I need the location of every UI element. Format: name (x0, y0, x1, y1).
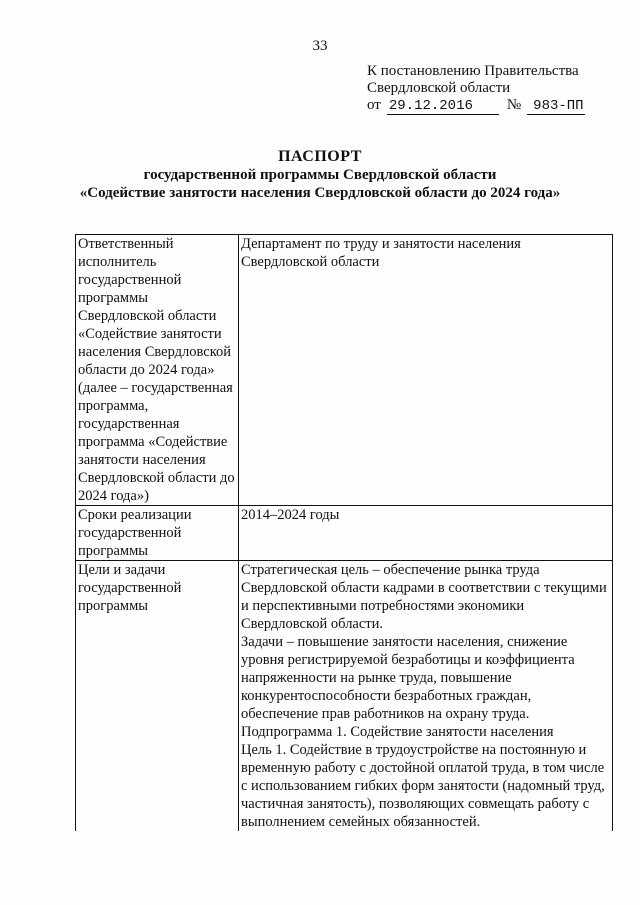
row-label: Ответственный исполнитель государственной программы Свердловской области «Содействие занятости населения Свердловской области до 2024 года» (далее – государственная программа, государственная программа «Содействие занятости населения Свердловской области до 2024 года») (76, 235, 239, 506)
passport-table (75, 234, 613, 831)
approval-line-1: К постановлению Правительства (367, 63, 579, 79)
value-paragraph: Департамент по труду и занятости населения Свердловской области (241, 236, 521, 270)
table-row (76, 235, 613, 506)
number-sign: № (506, 97, 522, 113)
page-number: 33 (312, 38, 328, 54)
row-value (239, 235, 613, 506)
approval-date-row (367, 97, 585, 115)
value-paragraph: Стратегическая цель – обеспечение рынка труда Свердловской области кадрами в соответствии с текущими и перспективными потребностями экономики Свердловской области. (241, 562, 607, 632)
value-paragraph: Цель 1. Содействие в трудоустройстве на постоянную и временную работу с достойной оплатой труда, в том числе с использованием гибких форм занятости (надомный труд, частичная занятость), позволяющих совмещать работу с выполнением семейных обязанностей. (241, 742, 605, 830)
value-paragraph: 2014–2024 годы (241, 507, 340, 523)
row-label: Цели и задачи государственной программы (76, 561, 239, 832)
table-row (76, 561, 613, 832)
decree-number: 983-ПП (527, 99, 585, 115)
approval-line-2: Свердловской области (367, 80, 511, 96)
heading-title: ПАСПОРТ (278, 148, 362, 165)
row-value (239, 506, 613, 561)
heading-program: «Содействие занятости населения Свердловской области до 2024 года» (79, 185, 561, 201)
row-value (239, 561, 613, 832)
decree-date: 29.12.2016 (387, 99, 499, 115)
date-prefix: от (367, 97, 381, 113)
value-paragraph: Подпрограмма 1. Содействие занятости населения (241, 724, 554, 740)
approval-block (367, 63, 585, 115)
row-label: Сроки реализации государственной программы (76, 506, 239, 561)
value-paragraph: Задачи – повышение занятости населения, снижение уровня регистрируемой безработицы и коэффициента напряженности на рынке труда, повышение конкурентоспособности безработных граждан, обеспечение прав работников на охрану труда. (241, 634, 575, 722)
document-heading (0, 148, 640, 202)
table-row (76, 506, 613, 561)
heading-subtitle: государственной программы Свердловской области (143, 167, 497, 183)
